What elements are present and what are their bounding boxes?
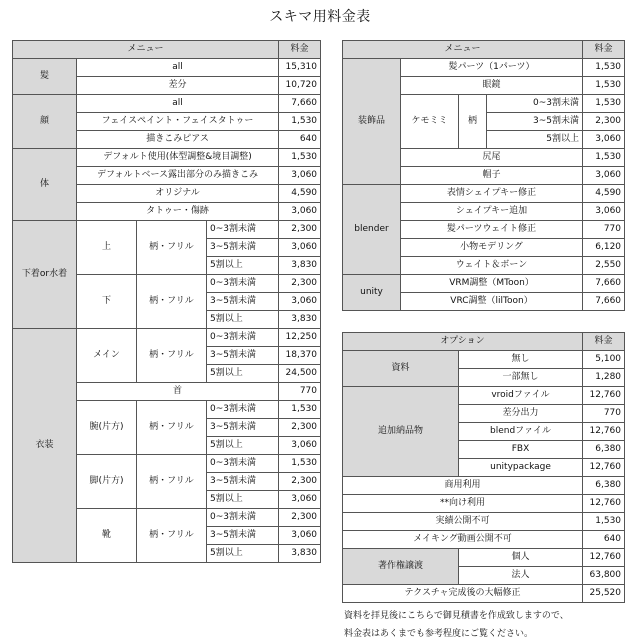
category-unity: unity	[343, 275, 401, 311]
price: 2,300	[279, 509, 321, 527]
price: 2,550	[583, 257, 625, 275]
price: 2,300	[279, 221, 321, 239]
tier: 5割以上	[207, 257, 279, 275]
options-price-table	[342, 332, 625, 603]
option-item: FBX	[459, 441, 583, 459]
sub-category-bottom: 下	[77, 275, 137, 329]
menu-header: メニュー	[13, 41, 279, 59]
price: 3,830	[279, 257, 321, 275]
price: 10,720	[279, 77, 321, 95]
price: 3,060	[583, 167, 625, 185]
price: 3,060	[279, 239, 321, 257]
price: 3,060	[583, 131, 625, 149]
tier: 5割以上	[487, 131, 583, 149]
pattern-label: 柄・フリル	[137, 509, 207, 563]
price: 2,300	[279, 473, 321, 491]
tier: 0~3割未満	[207, 509, 279, 527]
menu-item: 差分	[77, 77, 279, 95]
sub-category-arm: 腕(片方)	[77, 401, 137, 455]
menu-item: VRM調整（MToon）	[401, 275, 583, 293]
price: 770	[583, 405, 625, 423]
tier: 5割以上	[207, 491, 279, 509]
price: 12,760	[583, 549, 625, 567]
price: 3,830	[279, 311, 321, 329]
price: 1,530	[583, 77, 625, 95]
tier: 5割以上	[207, 311, 279, 329]
price: 12,760	[583, 387, 625, 405]
pattern-label: 柄・フリル	[137, 401, 207, 455]
tier: 0~3割未満	[207, 275, 279, 293]
price: 640	[583, 531, 625, 549]
price: 1,530	[583, 59, 625, 77]
menu-item: 描きこみピアス	[77, 131, 279, 149]
menu-item: オリジナル	[77, 185, 279, 203]
menu-item-neck: 首	[77, 383, 279, 401]
option-item-no-publish: 実績公開不可	[343, 513, 583, 531]
option-item: 個人	[459, 549, 583, 567]
price: 6,380	[583, 441, 625, 459]
page-title: スキマ用料金表	[269, 9, 371, 25]
tier: 3~5割未満	[207, 473, 279, 491]
option-item-adult: **向け利用	[343, 495, 583, 513]
category-hair: 髪	[13, 59, 77, 95]
sub-category-leg: 脚(片方)	[77, 455, 137, 509]
price: 1,530	[279, 113, 321, 131]
price: 12,760	[583, 495, 625, 513]
option-item-commercial: 商用利用	[343, 477, 583, 495]
price: 6,120	[583, 239, 625, 257]
option-item-no-making: メイキング動画公開不可	[343, 531, 583, 549]
option-item: 法人	[459, 567, 583, 585]
menu-item: 髪パーツウェイト修正	[401, 221, 583, 239]
pattern-label: 柄	[459, 95, 487, 149]
tier: 3~5割未満	[207, 293, 279, 311]
price: 3,060	[279, 293, 321, 311]
menu-item: タトゥー・傷跡	[77, 203, 279, 221]
price: 18,370	[279, 347, 321, 365]
menu-item: 尻尾	[401, 149, 583, 167]
price: 1,530	[279, 455, 321, 473]
left-price-table	[12, 40, 321, 563]
price: 1,530	[583, 95, 625, 113]
category-underwear: 下着or水着	[13, 221, 77, 329]
category-clothes: 衣装	[13, 329, 77, 563]
pattern-label: 柄・フリル	[137, 455, 207, 509]
price: 15,310	[279, 59, 321, 77]
pattern-label: 柄・フリル	[137, 329, 207, 383]
menu-item: フェイスペイント・フェイスタトゥー	[77, 113, 279, 131]
price: 3,060	[279, 437, 321, 455]
menu-item: 帽子	[401, 167, 583, 185]
option-item: unitypackage	[459, 459, 583, 477]
category-blender: blender	[343, 185, 401, 275]
sub-category-shoes: 靴	[77, 509, 137, 563]
option-item: vroidファイル	[459, 387, 583, 405]
price: 7,660	[279, 95, 321, 113]
menu-item: 眼鏡	[401, 77, 583, 95]
category-extra-deliverables: 追加納品物	[343, 387, 459, 477]
category-material: 資料	[343, 351, 459, 387]
right-price-table	[342, 40, 625, 311]
price: 5,100	[583, 351, 625, 369]
category-copyright: 著作権譲渡	[343, 549, 459, 585]
tier: 0~3割未満	[207, 329, 279, 347]
price-header: 料金	[583, 333, 625, 351]
tier: 3~5割未満	[207, 527, 279, 545]
option-item-texture-fix: テクスチャ完成後の大幅修正	[343, 585, 583, 603]
price: 7,660	[583, 275, 625, 293]
tier: 5割以上	[207, 545, 279, 563]
menu-header: メニュー	[343, 41, 583, 59]
price: 63,800	[583, 567, 625, 585]
tier: 3~5割未満	[207, 239, 279, 257]
price: 12,760	[583, 423, 625, 441]
price: 12,760	[583, 459, 625, 477]
price: 25,520	[583, 585, 625, 603]
price: 2,300	[279, 275, 321, 293]
category-body: 体	[13, 149, 77, 221]
option-header: オプション	[343, 333, 583, 351]
menu-item: 髪パーツ（1パーツ）	[401, 59, 583, 77]
option-item: 無し	[459, 351, 583, 369]
tier: 3~5割未満	[487, 113, 583, 131]
price: 3,060	[583, 203, 625, 221]
note-line-1: 資料を拝見後にこちらで御見積書を作成致しますので、	[344, 611, 569, 621]
category-accessories: 装飾品	[343, 59, 401, 185]
price: 4,590	[279, 185, 321, 203]
price: 6,380	[583, 477, 625, 495]
price: 1,530	[279, 401, 321, 419]
sub-category-main: メイン	[77, 329, 137, 383]
price: 1,530	[583, 513, 625, 531]
price: 4,590	[583, 185, 625, 203]
price: 2,300	[279, 419, 321, 437]
price: 1,530	[583, 149, 625, 167]
price-header: 料金	[583, 41, 625, 59]
menu-item: all	[77, 95, 279, 113]
menu-item: ウェイト＆ボーン	[401, 257, 583, 275]
price: 1,280	[583, 369, 625, 387]
price: 770	[279, 383, 321, 401]
price: 3,830	[279, 545, 321, 563]
tier: 0~3割未満	[207, 221, 279, 239]
price-header: 料金	[279, 41, 321, 59]
menu-item: VRC調整（lilToon）	[401, 293, 583, 311]
price: 3,060	[279, 203, 321, 221]
pattern-label: 柄・フリル	[137, 221, 207, 275]
option-item: 一部無し	[459, 369, 583, 387]
price: 2,300	[583, 113, 625, 131]
tier: 0~3割未満	[207, 401, 279, 419]
note-line-2: 料金表はあくまでも参考程度にご覧ください。	[344, 629, 534, 639]
menu-item: シェイプキー追加	[401, 203, 583, 221]
tier: 0~3割未満	[207, 455, 279, 473]
price: 3,060	[279, 527, 321, 545]
option-item: 差分出力	[459, 405, 583, 423]
menu-item: デフォルトベース露出部分のみ描きこみ	[77, 167, 279, 185]
pattern-label: 柄・フリル	[137, 275, 207, 329]
option-item: blendファイル	[459, 423, 583, 441]
price: 770	[583, 221, 625, 239]
price: 1,530	[279, 149, 321, 167]
price: 12,250	[279, 329, 321, 347]
category-face: 顔	[13, 95, 77, 149]
price: 3,060	[279, 491, 321, 509]
menu-item: 表情シェイプキー修正	[401, 185, 583, 203]
price: 3,060	[279, 167, 321, 185]
tier: 5割以上	[207, 437, 279, 455]
tier: 3~5割未満	[207, 347, 279, 365]
sub-category-kemomimi: ケモミミ	[401, 95, 459, 149]
price: 7,660	[583, 293, 625, 311]
tier: 5割以上	[207, 365, 279, 383]
menu-item: デフォルト使用(体型調整&境目調整)	[77, 149, 279, 167]
price: 640	[279, 131, 321, 149]
tier: 3~5割未満	[207, 419, 279, 437]
menu-item: all	[77, 59, 279, 77]
sub-category-top: 上	[77, 221, 137, 275]
menu-item: 小物モデリング	[401, 239, 583, 257]
tier: 0~3割未満	[487, 95, 583, 113]
price: 24,500	[279, 365, 321, 383]
